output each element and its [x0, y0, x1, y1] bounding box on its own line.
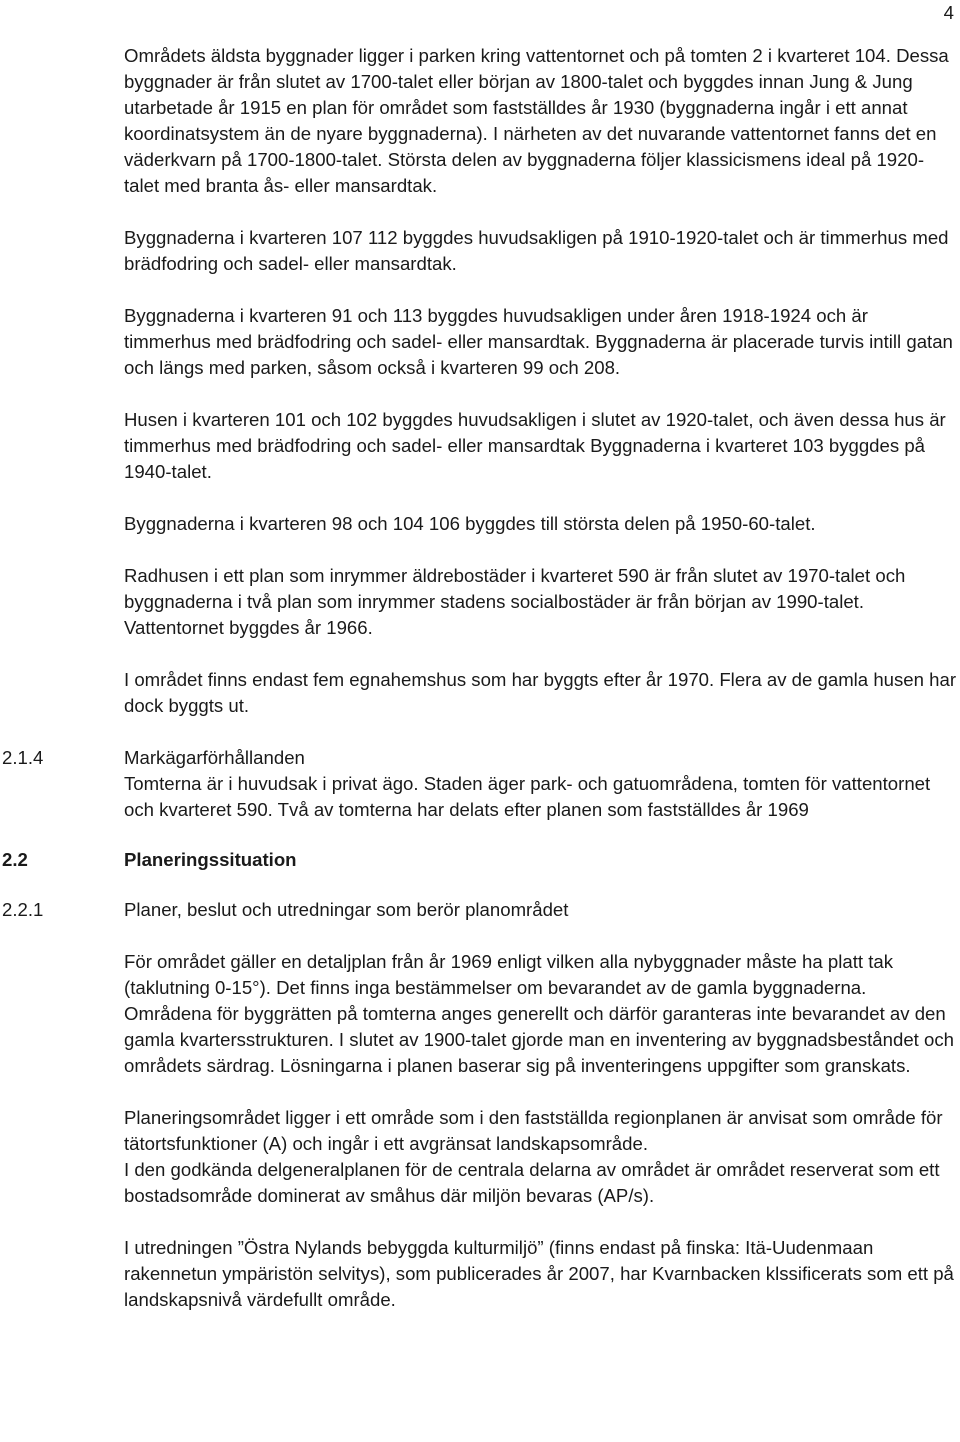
paragraph-master-plan: I den godkända delgeneralplanen för de centrala delarna av området är området reserverat som ett bostadsområde dominerat av småhus där miljön bevaras (AP/s). [124, 1159, 940, 1206]
section-title: Planer, beslut och utredningar som berör planområdet [124, 899, 569, 920]
paragraph-blocks-98-104: Byggnaderna i kvarteren 98 och 104 106 byggdes till största delen på 1950-60-talet. [124, 513, 816, 534]
section-title: Markägarförhållanden [124, 747, 305, 768]
section-text: Tomterna är i huvudsak i privat ägo. Staden äger park- och gatuområdena, tomten för vattentornet och kvarteret 590. Två av tomterna har delats efter planen som fastställdes år 1969 [124, 773, 931, 820]
paragraph-blocks-91-113: Byggnaderna i kvarteren 91 och 113 byggdes huvudsakligen under åren 1918-1924 och är timmerhus med brädfodring och sadel- eller mansardtak. Byggnaderna är placerade turvis intill gatan och längs med parken, såsom också i kvarteren 99 och 208. [124, 305, 953, 378]
page-number: 4 [943, 2, 954, 23]
section-planning-situation [2, 847, 958, 873]
paragraph-blocks-101-102: Husen i kvarteren 101 och 102 byggdes huvudsakligen i slutet av 1920-talet, och även dessa hus är timmerhus med brädfodring och sadel- eller mansardtak Byggnaderna i kvarteret 103 byggdes på 1940-talet. [124, 409, 946, 482]
paragraph-row-houses: Radhusen i ett plan som inrymmer äldrebostäder i kvarteret 590 är från slutet av 1970-talet och byggnaderna i två plan som inrymmer stadens socialbostäder är från början av 1990-talet. Vattentornet byggdes år 1966. [124, 565, 906, 638]
section-land-ownership [2, 745, 958, 823]
document-body [2, 43, 958, 1313]
paragraph-detailed-plan: För området gäller en detaljplan från år 1969 enligt vilken alla nybyggnader måste ha platt tak (taklutning 0-15°). Det finns inga bestämmelser om bevarandet av de gamla byggnaderna. Områdena för byggrätten på tomterna anges generellt och därför garanteras inte bevarandet av den gamla kvartersstrukturen. I slutet av 1900-talet gjorde man en inventering av byggnadsbeståndet och områdets särdrag. Lösningarna i planen baserar sig på inventeringens uppgifter som granskats. [124, 951, 954, 1076]
paragraph-regional-plan: Planeringsområdet ligger i ett område som i den fastställda regionplanen är anvisat som område för tätortsfunktioner (A) och ingår i ett avgränsat landskapsområde. [124, 1107, 943, 1154]
section-number: 2.2.1 [2, 899, 44, 920]
section-title: Planeringssituation [124, 849, 297, 870]
paragraph-cultural-survey: I utredningen ”Östra Nylands bebyggda kulturmiljö” (finns endast på finska: Itä-Uudenmaan rakennetun ympäristön selvitys), som publicerades år 2007, har Kvarnbacken klssificerats som ett på landskapsnivå värdefullt område. [124, 1237, 954, 1310]
section-number: 2.2 [2, 849, 28, 870]
paragraph-oldest-buildings: Områdets äldsta byggnader ligger i parken kring vattentornet och på tomten 2 i kvarteret 104. Dessa byggnader är från slutet av 1700-talet eller början av 1800-talet och byggdes innan Jung & Jung utarbetade år 1915 en plan för området som fastställdes år 1930 (byggnaderna ingår i ett annat koordinatsystem än de nyare byggnaderna). I närheten av det nuvarande vattentornet fanns det en väderkvarn på 1700-1800-talet. Största delen av byggnaderna följer klassicismens ideal på 1920-talet med branta ås- eller mansardtak. [124, 45, 949, 196]
section-plans-and-decisions [2, 897, 958, 923]
paragraph-detached-houses: I området finns endast fem egnahemshus som har byggts efter år 1970. Flera av de gamla husen har dock byggts ut. [124, 669, 957, 716]
section-number: 2.1.4 [2, 747, 44, 768]
paragraph-blocks-107-112: Byggnaderna i kvarteren 107 112 byggdes huvudsakligen på 1910-1920-talet och är timmerhus med brädfodring och sadel- eller mansardtak. [124, 227, 949, 274]
